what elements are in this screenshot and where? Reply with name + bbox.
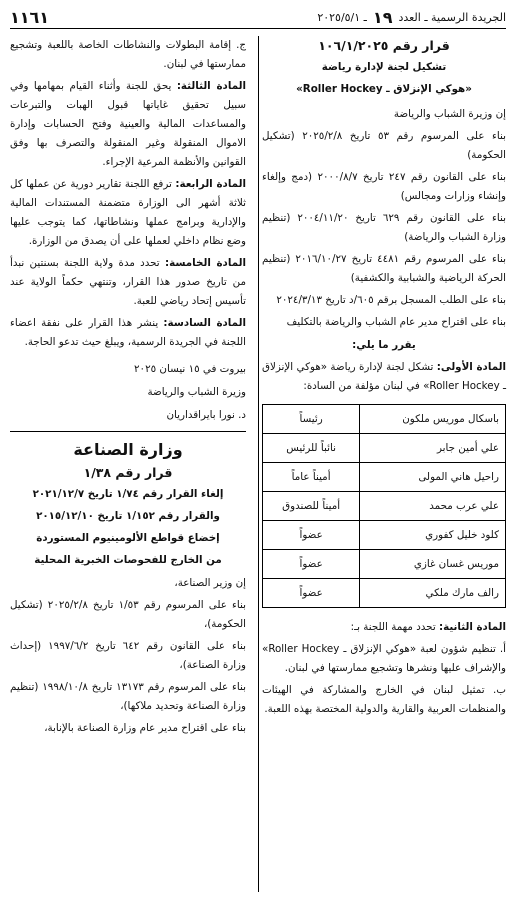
article3	[10, 77, 246, 172]
article3-text: يحق للجنة وأثناء القيام بمهامها وفي سبيل تحقيق غاياتها قبول الهبات والتبرعات والمساعدات المالية والعينية وفتح الحسابات وإدارة الاموال المنقولة وغير المنقولة والتصرف بها وفق القوانين والأنظمة المرعية الإجراء.	[10, 80, 246, 168]
article3-label: المادة الثالثة:	[176, 80, 246, 92]
section-divider	[10, 431, 246, 432]
decision2-number: قرار رقم ١/٣٨	[83, 465, 173, 480]
decision2-title-4: من الخارج للفحوصات الخبرية المحلية	[34, 554, 222, 566]
table-row	[263, 434, 506, 463]
article4-text: ترفع اللجنة تقارير دورية عن عملها كل ثلاثة أشهر الى الوزارة متضمنة المستندات المالية والإدارية وبرامج عملها ونشاطاتها، كما يتوجب عليها وضع نظام داخلي لعملها على أن يصدق من الوزارة.	[10, 178, 246, 247]
decision2-preamble-4: بناء على اقتراح مدير عام وزارة الصناعة بالإنابة،	[44, 722, 246, 734]
article6	[10, 314, 246, 352]
article2-label: المادة الثانية:	[438, 621, 506, 633]
page-header	[10, 6, 506, 29]
article1-label: المادة الأولى:	[436, 361, 506, 373]
member-role: عضواً	[263, 579, 360, 608]
right-column	[262, 36, 506, 722]
article5-label: المادة الخامسة:	[164, 257, 247, 269]
gazette-name: الجريدة الرسمية ـ العدد	[398, 10, 506, 24]
signature-place-date: بيروت في ١٥ نيسان ٢٠٢٥	[134, 363, 246, 375]
signature-name: د. نورا بايراقداريان	[166, 409, 246, 421]
article2-item-c: ج. إقامة البطولات والنشاطات الخاصة باللعبة وتشجيع ممارستها في لبنان.	[10, 39, 246, 70]
article4-label: المادة الرابعة:	[175, 178, 246, 190]
article2-item-b: ب. تمثيل لبنان في الخارج والمشاركة في الهيئات والمنظمات العربية والقارية والدولية المختصة بهذه اللعبة.	[262, 684, 506, 715]
signature-block	[10, 360, 246, 425]
article2-text: تحدد مهمة اللجنة بـ:	[350, 621, 436, 633]
member-role: أميناً عاماً	[263, 463, 360, 492]
article1	[262, 358, 506, 396]
article4	[10, 175, 246, 251]
column-divider	[258, 36, 259, 892]
decision1-preamble-3: بناء على القانون رقم ٦٢٩ تاريخ ٢٠٠٤/١١/٢٠ (تنظيم وزارة الشباب والرياضة)	[262, 212, 506, 243]
table-row	[263, 521, 506, 550]
decision2-preamble-1: بناء على المرسوم رقم ١/٥٣ تاريخ ٢٠٢٥/٢/٨ (تشكيل الحكومة)،	[10, 599, 246, 630]
decision1-preamble-2: بناء على القانون رقم ٢٤٧ تاريخ ٢٠٠٠/٨/٧ (دمج وإلغاء وإنشاء وزارات ومجالس)	[262, 171, 506, 202]
decision1-title-1: تشكيل لجنة لإدارة رياضة	[321, 61, 447, 73]
decision2-title-2: والقرار رقم ١/١٥٢ تاريخ ٢٠١٥/١٢/١٠	[36, 510, 220, 522]
decision2-title-3: إخضاع قواطع الألومينيوم المستوردة	[36, 532, 220, 544]
member-name: راحيل هاني المولى	[360, 463, 506, 492]
left-column	[10, 36, 246, 741]
header-title	[317, 8, 506, 27]
article5	[10, 254, 246, 311]
members-table	[262, 404, 506, 608]
decision1-title-2: «هوكي الإنزلاق ـ Roller Hockey»	[296, 83, 472, 95]
article6-text: ينشر هذا القرار على نفقة اعضاء اللجنة في الجريدة الرسمية، ويبلغ حيث تدعو الحاجة.	[10, 317, 246, 348]
member-name: رالف مارك ملكي	[360, 579, 506, 608]
decision1-number: قرار رقم ١٠٦/١/٢٠٢٥	[318, 38, 450, 53]
member-role: أميناً للصندوق	[263, 492, 360, 521]
decision2-issuer: إن وزير الصناعة،	[174, 577, 246, 589]
member-name: باسكال موريس ملكون	[360, 405, 506, 434]
decision1-preamble-1: بناء على المرسوم رقم ٥٣ تاريخ ٢٠٢٥/٢/٨ (تشكيل الحكومة)	[262, 130, 506, 161]
member-name: موريس غسان غازي	[360, 550, 506, 579]
table-row	[263, 579, 506, 608]
article2	[262, 618, 506, 637]
table-row	[263, 405, 506, 434]
member-role: رئيساً	[263, 405, 360, 434]
member-role: نائباً للرئيس	[263, 434, 360, 463]
member-name: علي عرب محمد	[360, 492, 506, 521]
article1-text: تشكل لجنة لإدارة رياضة «هوكي الإنزلاق ـ Roller Hockey» في لبنان مؤلفة من السادة:	[262, 361, 506, 392]
signature-title: وزيرة الشباب والرياضة	[147, 386, 246, 398]
decides-line: يقرر ما يلي:	[352, 339, 416, 351]
member-role: عضواً	[263, 550, 360, 579]
decision1-preamble-4: بناء على المرسوم رقم ٤٤٨١ تاريخ ٢٠١٦/١٠/٢٧ (تنظيم الحركة الرياضية والشبابية والكشفية)	[262, 253, 507, 284]
decision2-preamble-2: بناء على القانون رقم ٦٤٢ تاريخ ١٩٩٧/٦/٢ (إحداث وزارة الصناعة)،	[10, 640, 246, 671]
decision2-preamble-3: بناء على المرسوم رقم ١٣١٧٣ تاريخ ١٩٩٨/١٠/٨ (تنظيم وزارة الصناعة وتحديد ملاكها)،	[10, 681, 246, 712]
article5-text: تحدد مدة ولاية اللجنة بسنتين نبدأ من تاريخ صدور هذا القرار، وتنتهي حكماً الولاية عند تأسيس إتحاد رياضي للعبة.	[10, 257, 246, 307]
article6-label: المادة السادسة:	[163, 317, 246, 329]
page-number: ١١٦١	[10, 7, 50, 27]
member-name: كلود خليل كفوري	[360, 521, 506, 550]
ministry-heading: وزارة الصناعة	[73, 440, 183, 459]
table-row	[263, 492, 506, 521]
decision1-preamble-5: بناء على الطلب المسجل برقم ٦٠٥/د تاريخ ٢٠٢٤/٣/١٣	[276, 294, 506, 306]
table-row	[263, 550, 506, 579]
decision1-issuer: إن وزيرة الشباب والرياضة	[393, 108, 506, 120]
decision1-preamble-6: بناء على اقتراح مدير عام الشباب والرياضة بالتكليف	[286, 316, 506, 328]
member-role: عضواً	[263, 521, 360, 550]
issue-number: ١٩	[372, 7, 393, 27]
decision2-title-1: إلغاء القرار رقم ١/٧٤ تاريخ ٢٠٢١/١٢/٧	[32, 488, 224, 500]
table-row	[263, 463, 506, 492]
issue-date: ـ ٢٠٢٥/٥/١	[317, 10, 367, 24]
member-name: علي أمين جابر	[360, 434, 506, 463]
article2-item-a: أ. تنظيم شؤون لعبة «هوكي الإنزلاق ـ Roller Hockey» والإشراف عليها ونشرها وتشجيع ممارستها في لبنان.	[262, 643, 506, 674]
